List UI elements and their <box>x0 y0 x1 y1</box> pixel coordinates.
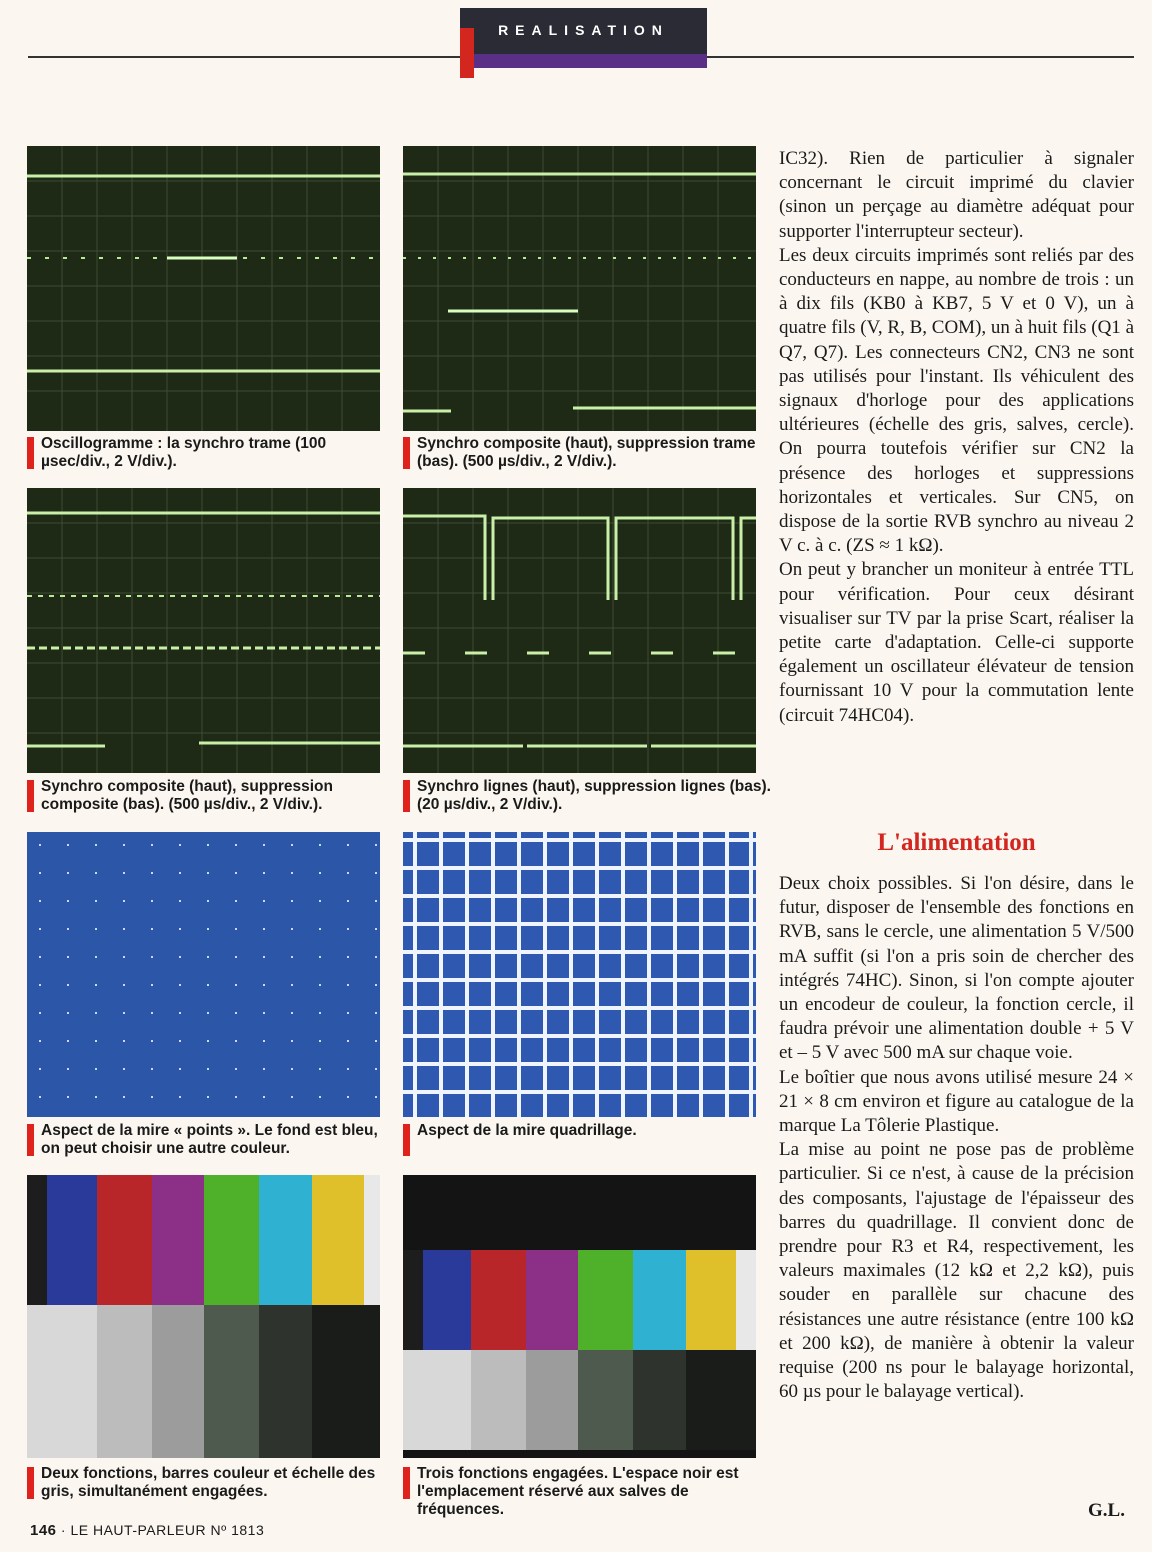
figure-caption: Trois fonctions engagées. L'espace noir est l'emplacement réservé aux salves de fréquences. <box>403 1465 773 1519</box>
article-column-top <box>779 147 1134 728</box>
article-paragraph: Le boîtier que nous avons utilisé mesure 24 × 21 × 8 cm environ et figure au catalogue de la marque La Tôlerie Plastique. <box>779 1066 1134 1137</box>
figure-caption: Aspect de la mire quadrillage. <box>403 1122 773 1140</box>
figure-caption: Synchro composite (haut), suppression trame (bas). (500 µs/div., 2 V/div.). <box>403 435 773 471</box>
article-paragraph: IC32). Rien de particulier à signaler concernant le circuit imprimé du clavier (sinon un perçage au diamètre adéquat pour supporter l'interrupteur secteur). <box>779 148 1134 242</box>
figure-mire-quadrillage <box>403 832 756 1117</box>
magazine-name: · LE HAUT-PARLEUR Nº 1813 <box>56 1522 265 1538</box>
section-heading-alimentation: L'alimentation <box>877 829 1036 856</box>
figure-synchro-composite-suppression-trame <box>403 146 756 431</box>
page-number: 146 <box>30 1522 57 1539</box>
section-label: REALISATION <box>498 22 669 38</box>
figure-caption: Aspect de la mire « points ». Le fond est bleu, on peut choisir une autre couleur. <box>27 1122 397 1158</box>
figure-caption: Oscillogramme : la synchro trame (100 µsec/div., 2 V/div.). <box>27 435 397 471</box>
figure-synchro-composite-suppression-composite <box>27 488 380 773</box>
figure-barres-echelle-gris <box>27 1175 380 1458</box>
article-paragraph: Deux choix possibles. Si l'on désire, dans le futur, disposer de l'ensemble des fonctions en RVB, sans le cercle, une alimentation 5 V/500 mA suffit (si l'on a pris soin de chercher des intégrés 74HC). Sinon, si l'on compte ajouter un encodeur de couleur, la fonction cercle, il faudra prévoir une alimentation double + 5 V et – 5 V avec 500 mA sur chaque voie. <box>779 873 1134 1064</box>
figure-synchro-lignes-suppression-lignes <box>403 488 756 773</box>
figure-caption: Synchro lignes (haut), suppression lignes (bas). (20 µs/div., 2 V/div.). <box>403 778 773 814</box>
article-paragraph: Les deux circuits imprimés sont reliés par des conducteurs en nappe, au nombre de trois : un à dix fils (KB0 à KB7, 5 V et 0 V), un à quatre fils (V, R, B, COM), un à huit fils (Q1 à Q7, Q7). Les connecteurs CN2, CN3 ne sont pas utilisés pour l'instant. Ils véhiculent des signaux d'horloge pour des applications ultérieures (échelle des gris, salves, cercle). On pourra toutefois vérifier sur CN2 la présence des horloges et suppressions horizontales et verticales. Sur CN5, on dispose de la sortie RVB synchro au niveau 2 V c. à c. (ZS ≈ 1 kΩ). <box>779 244 1134 557</box>
figure-trois-fonctions <box>403 1175 756 1458</box>
article-paragraph: On peut y brancher un moniteur à entrée TTL pour vérification. Pour ceux désirant visualiser sur TV par la prise Scart, réaliser la petite carte d'adaptation. Celle-ci supporte également un oscillateur élévateur de tension fournissant 10 V pour la commutation lente (circuit 74HC04). <box>779 559 1134 726</box>
figure-mire-points <box>27 832 380 1117</box>
page-footer <box>30 1522 264 1539</box>
article-column-bottom <box>779 872 1134 1404</box>
section-tab-purple-band <box>474 54 707 68</box>
article-paragraph: La mise au point ne pose pas de problème particulier. Si ce n'est, à cause de la précision des composants, l'ajustage de l'épaisseur des barres du quadrillage. Il convient donc de prendre pour R3 et R4, respectivement, les valeurs maximales (12 kΩ et 2,2 kΩ), puis souder en parallèle sur chacune des résistances une autre résistance (entre 100 kΩ et 200 kΩ), de manière à obtenir la valeur requise (200 ns pour le balayage horizontal, 60 µs pour le balayage vertical). <box>779 1139 1134 1403</box>
figure-oscillogram-synchro-trame <box>27 146 380 431</box>
author-signature: G.L. <box>1088 1500 1125 1521</box>
figure-caption: Synchro composite (haut), suppression composite (bas). (500 µs/div., 2 V/div.). <box>27 778 397 814</box>
section-tab <box>460 8 707 54</box>
figure-caption: Deux fonctions, barres couleur et échelle des gris, simultanément engagées. <box>27 1465 397 1501</box>
